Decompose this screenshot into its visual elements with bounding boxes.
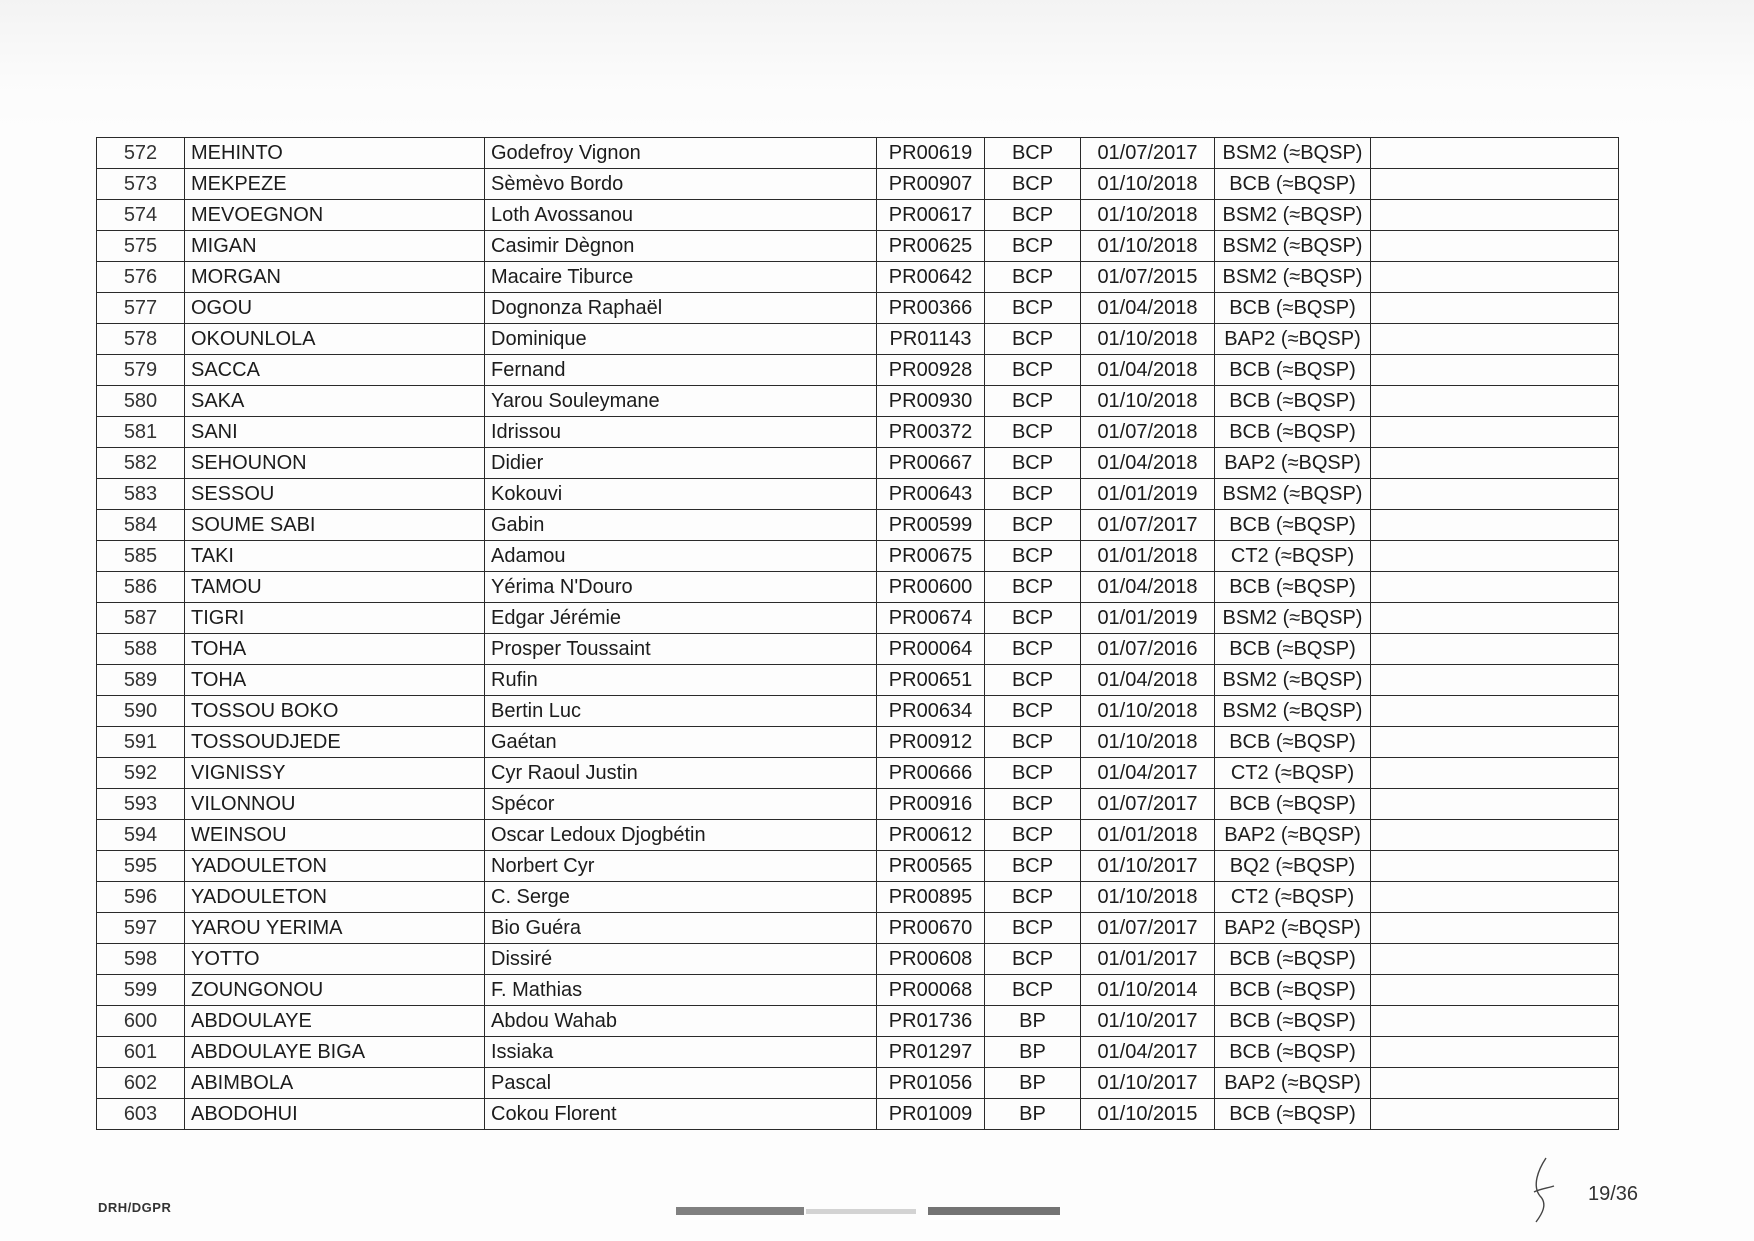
last-name-cell: ZOUNGONOU [185, 975, 485, 1006]
effective-date-cell: 01/10/2018 [1081, 200, 1215, 231]
registration-number-cell: PR00675 [877, 541, 985, 572]
table-row [97, 1099, 1619, 1130]
last-name-cell: MORGAN [185, 262, 485, 293]
first-names-cell: Dominique [485, 324, 877, 355]
grade-cell: BCB (≈BQSP) [1215, 572, 1371, 603]
effective-date-cell: 01/07/2017 [1081, 510, 1215, 541]
blank-cell [1371, 262, 1619, 293]
effective-date-cell: 01/10/2018 [1081, 324, 1215, 355]
category-cell: BCP [985, 572, 1081, 603]
table-row [97, 1006, 1619, 1037]
grade-cell: BCB (≈BQSP) [1215, 1006, 1371, 1037]
table-row [97, 975, 1619, 1006]
category-cell: BCP [985, 386, 1081, 417]
last-name-cell: MEKPEZE [185, 169, 485, 200]
table-row [97, 913, 1619, 944]
first-names-cell: Abdou Wahab [485, 1006, 877, 1037]
row-number-cell: 573 [97, 169, 185, 200]
grade-cell: CT2 (≈BQSP) [1215, 758, 1371, 789]
registration-number-cell: PR01736 [877, 1006, 985, 1037]
effective-date-cell: 01/01/2019 [1081, 479, 1215, 510]
registration-number-cell: PR01056 [877, 1068, 985, 1099]
last-name-cell: SESSOU [185, 479, 485, 510]
table-row [97, 665, 1619, 696]
blank-cell [1371, 882, 1619, 913]
table-row [97, 696, 1619, 727]
blank-cell [1371, 510, 1619, 541]
effective-date-cell: 01/07/2016 [1081, 634, 1215, 665]
registration-number-cell: PR00643 [877, 479, 985, 510]
blank-cell [1371, 541, 1619, 572]
blank-cell [1371, 417, 1619, 448]
first-names-cell: Yérima N'Douro [485, 572, 877, 603]
effective-date-cell: 01/10/2018 [1081, 882, 1215, 913]
category-cell: BCP [985, 138, 1081, 169]
grade-cell: BSM2 (≈BQSP) [1215, 665, 1371, 696]
registration-number-cell: PR00372 [877, 417, 985, 448]
last-name-cell: VIGNISSY [185, 758, 485, 789]
registration-number-cell: PR00366 [877, 293, 985, 324]
blank-cell [1371, 324, 1619, 355]
grade-cell: BCB (≈BQSP) [1215, 510, 1371, 541]
blank-cell [1371, 696, 1619, 727]
first-names-cell: Norbert Cyr [485, 851, 877, 882]
effective-date-cell: 01/01/2017 [1081, 944, 1215, 975]
page-number: 19/36 [1588, 1183, 1639, 1205]
effective-date-cell: 01/04/2018 [1081, 293, 1215, 324]
registration-number-cell: PR00928 [877, 355, 985, 386]
row-number-cell: 599 [97, 975, 185, 1006]
table-row [97, 541, 1619, 572]
first-names-cell: Loth Avossanou [485, 200, 877, 231]
first-names-cell: Rufin [485, 665, 877, 696]
grade-cell: BCB (≈BQSP) [1215, 1099, 1371, 1130]
scan-shading [0, 0, 1754, 130]
registration-number-cell: PR00674 [877, 603, 985, 634]
table-row [97, 572, 1619, 603]
blank-cell [1371, 789, 1619, 820]
category-cell: BCP [985, 603, 1081, 634]
row-number-cell: 581 [97, 417, 185, 448]
grade-cell: BSM2 (≈BQSP) [1215, 262, 1371, 293]
blank-cell [1371, 727, 1619, 758]
first-names-cell: Gabin [485, 510, 877, 541]
registration-number-cell: PR00068 [877, 975, 985, 1006]
row-number-cell: 575 [97, 231, 185, 262]
effective-date-cell: 01/10/2015 [1081, 1099, 1215, 1130]
blank-cell [1371, 1006, 1619, 1037]
first-names-cell: Idrissou [485, 417, 877, 448]
registration-number-cell: PR00608 [877, 944, 985, 975]
registration-number-cell: PR01009 [877, 1099, 985, 1130]
grade-cell: BAP2 (≈BQSP) [1215, 820, 1371, 851]
grade-cell: BCB (≈BQSP) [1215, 634, 1371, 665]
footer-department-code: DRH/DGPR [98, 1200, 172, 1215]
table-row [97, 758, 1619, 789]
grade-cell: CT2 (≈BQSP) [1215, 882, 1371, 913]
last-name-cell: ABIMBOLA [185, 1068, 485, 1099]
table-row [97, 262, 1619, 293]
category-cell: BP [985, 1068, 1081, 1099]
row-number-cell: 587 [97, 603, 185, 634]
row-number-cell: 590 [97, 696, 185, 727]
row-number-cell: 574 [97, 200, 185, 231]
category-cell: BP [985, 1037, 1081, 1068]
registration-number-cell: PR00625 [877, 231, 985, 262]
blank-cell [1371, 1037, 1619, 1068]
table-row [97, 324, 1619, 355]
last-name-cell: ABODOHUI [185, 1099, 485, 1130]
row-number-cell: 596 [97, 882, 185, 913]
last-name-cell: OGOU [185, 293, 485, 324]
grade-cell: BCB (≈BQSP) [1215, 169, 1371, 200]
blank-cell [1371, 479, 1619, 510]
row-number-cell: 589 [97, 665, 185, 696]
row-number-cell: 591 [97, 727, 185, 758]
category-cell: BCP [985, 324, 1081, 355]
effective-date-cell: 01/04/2018 [1081, 665, 1215, 696]
row-number-cell: 595 [97, 851, 185, 882]
table-row [97, 479, 1619, 510]
effective-date-cell: 01/04/2018 [1081, 572, 1215, 603]
grade-cell: BSM2 (≈BQSP) [1215, 696, 1371, 727]
row-number-cell: 583 [97, 479, 185, 510]
row-number-cell: 603 [97, 1099, 185, 1130]
table-row [97, 169, 1619, 200]
effective-date-cell: 01/07/2017 [1081, 789, 1215, 820]
registration-number-cell: PR00912 [877, 727, 985, 758]
grade-cell: BAP2 (≈BQSP) [1215, 1068, 1371, 1099]
effective-date-cell: 01/10/2018 [1081, 696, 1215, 727]
blank-cell [1371, 603, 1619, 634]
effective-date-cell: 01/10/2018 [1081, 231, 1215, 262]
registration-number-cell: PR00907 [877, 169, 985, 200]
registration-number-cell: PR00619 [877, 138, 985, 169]
first-names-cell: Godefroy Vignon [485, 138, 877, 169]
row-number-cell: 584 [97, 510, 185, 541]
registration-number-cell: PR00612 [877, 820, 985, 851]
last-name-cell: SANI [185, 417, 485, 448]
personnel-table [96, 137, 1619, 1130]
last-name-cell: TIGRI [185, 603, 485, 634]
last-name-cell: YADOULETON [185, 882, 485, 913]
registration-number-cell: PR00600 [877, 572, 985, 603]
last-name-cell: YOTTO [185, 944, 485, 975]
signature-mark [1528, 1156, 1558, 1224]
effective-date-cell: 01/10/2017 [1081, 1006, 1215, 1037]
first-names-cell: Sèmèvo Bordo [485, 169, 877, 200]
row-number-cell: 592 [97, 758, 185, 789]
first-names-cell: Spécor [485, 789, 877, 820]
last-name-cell: TOHA [185, 634, 485, 665]
category-cell: BCP [985, 541, 1081, 572]
last-name-cell: ABDOULAYE BIGA [185, 1037, 485, 1068]
redacted-stamp [676, 1207, 1060, 1215]
category-cell: BCP [985, 293, 1081, 324]
registration-number-cell: PR00667 [877, 448, 985, 479]
category-cell: BCP [985, 944, 1081, 975]
category-cell: BCP [985, 231, 1081, 262]
table-body [97, 138, 1619, 1130]
category-cell: BP [985, 1006, 1081, 1037]
table-row [97, 138, 1619, 169]
grade-cell: BCB (≈BQSP) [1215, 1037, 1371, 1068]
last-name-cell: WEINSOU [185, 820, 485, 851]
table-row [97, 386, 1619, 417]
registration-number-cell: PR00599 [877, 510, 985, 541]
table-row [97, 448, 1619, 479]
effective-date-cell: 01/10/2018 [1081, 386, 1215, 417]
blank-cell [1371, 758, 1619, 789]
first-names-cell: Cokou Florent [485, 1099, 877, 1130]
table-row [97, 727, 1619, 758]
first-names-cell: Fernand [485, 355, 877, 386]
registration-number-cell: PR00930 [877, 386, 985, 417]
effective-date-cell: 01/04/2018 [1081, 448, 1215, 479]
category-cell: BCP [985, 355, 1081, 386]
last-name-cell: TOHA [185, 665, 485, 696]
row-number-cell: 601 [97, 1037, 185, 1068]
grade-cell: BCB (≈BQSP) [1215, 727, 1371, 758]
category-cell: BCP [985, 665, 1081, 696]
registration-number-cell: PR00064 [877, 634, 985, 665]
first-names-cell: Gaétan [485, 727, 877, 758]
first-names-cell: Adamou [485, 541, 877, 572]
registration-number-cell: PR01297 [877, 1037, 985, 1068]
blank-cell [1371, 355, 1619, 386]
grade-cell: BSM2 (≈BQSP) [1215, 479, 1371, 510]
row-number-cell: 594 [97, 820, 185, 851]
grade-cell: BSM2 (≈BQSP) [1215, 603, 1371, 634]
blank-cell [1371, 572, 1619, 603]
grade-cell: BCB (≈BQSP) [1215, 944, 1371, 975]
effective-date-cell: 01/01/2019 [1081, 603, 1215, 634]
table-row [97, 417, 1619, 448]
first-names-cell: C. Serge [485, 882, 877, 913]
row-number-cell: 582 [97, 448, 185, 479]
table-row [97, 1068, 1619, 1099]
grade-cell: BCB (≈BQSP) [1215, 355, 1371, 386]
first-names-cell: Issiaka [485, 1037, 877, 1068]
category-cell: BCP [985, 882, 1081, 913]
effective-date-cell: 01/01/2018 [1081, 820, 1215, 851]
table-row [97, 882, 1619, 913]
category-cell: BP [985, 1099, 1081, 1130]
row-number-cell: 600 [97, 1006, 185, 1037]
category-cell: BCP [985, 417, 1081, 448]
table-row [97, 231, 1619, 262]
first-names-cell: Pascal [485, 1068, 877, 1099]
category-cell: BCP [985, 262, 1081, 293]
first-names-cell: Bertin Luc [485, 696, 877, 727]
table-row [97, 293, 1619, 324]
category-cell: BCP [985, 975, 1081, 1006]
last-name-cell: TAMOU [185, 572, 485, 603]
table-row [97, 789, 1619, 820]
last-name-cell: YAROU YERIMA [185, 913, 485, 944]
first-names-cell: Prosper Toussaint [485, 634, 877, 665]
table-row [97, 944, 1619, 975]
category-cell: BCP [985, 200, 1081, 231]
category-cell: BCP [985, 448, 1081, 479]
effective-date-cell: 01/10/2017 [1081, 851, 1215, 882]
row-number-cell: 598 [97, 944, 185, 975]
first-names-cell: F. Mathias [485, 975, 877, 1006]
category-cell: BCP [985, 479, 1081, 510]
first-names-cell: Yarou Souleymane [485, 386, 877, 417]
first-names-cell: Dissiré [485, 944, 877, 975]
table-row [97, 603, 1619, 634]
grade-cell: BCB (≈BQSP) [1215, 789, 1371, 820]
blank-cell [1371, 1099, 1619, 1130]
category-cell: BCP [985, 851, 1081, 882]
category-cell: BCP [985, 913, 1081, 944]
registration-number-cell: PR00670 [877, 913, 985, 944]
first-names-cell: Didier [485, 448, 877, 479]
blank-cell [1371, 231, 1619, 262]
effective-date-cell: 01/04/2017 [1081, 758, 1215, 789]
category-cell: BCP [985, 820, 1081, 851]
first-names-cell: Cyr Raoul Justin [485, 758, 877, 789]
blank-cell [1371, 200, 1619, 231]
registration-number-cell: PR00651 [877, 665, 985, 696]
last-name-cell: OKOUNLOLA [185, 324, 485, 355]
grade-cell: BSM2 (≈BQSP) [1215, 200, 1371, 231]
effective-date-cell: 01/10/2018 [1081, 727, 1215, 758]
row-number-cell: 579 [97, 355, 185, 386]
blank-cell [1371, 634, 1619, 665]
table-row [97, 634, 1619, 665]
category-cell: BCP [985, 789, 1081, 820]
grade-cell: BAP2 (≈BQSP) [1215, 913, 1371, 944]
first-names-cell: Kokouvi [485, 479, 877, 510]
category-cell: BCP [985, 634, 1081, 665]
last-name-cell: TOSSOUDJEDE [185, 727, 485, 758]
blank-cell [1371, 975, 1619, 1006]
category-cell: BCP [985, 696, 1081, 727]
grade-cell: BAP2 (≈BQSP) [1215, 448, 1371, 479]
last-name-cell: SACCA [185, 355, 485, 386]
effective-date-cell: 01/07/2018 [1081, 417, 1215, 448]
blank-cell [1371, 820, 1619, 851]
blank-cell [1371, 293, 1619, 324]
table-row [97, 851, 1619, 882]
row-number-cell: 585 [97, 541, 185, 572]
last-name-cell: SEHOUNON [185, 448, 485, 479]
blank-cell [1371, 386, 1619, 417]
first-names-cell: Oscar Ledoux Djogbétin [485, 820, 877, 851]
category-cell: BCP [985, 727, 1081, 758]
first-names-cell: Edgar Jérémie [485, 603, 877, 634]
row-number-cell: 602 [97, 1068, 185, 1099]
last-name-cell: YADOULETON [185, 851, 485, 882]
effective-date-cell: 01/07/2017 [1081, 913, 1215, 944]
row-number-cell: 586 [97, 572, 185, 603]
table-row [97, 820, 1619, 851]
effective-date-cell: 01/04/2018 [1081, 355, 1215, 386]
effective-date-cell: 01/01/2018 [1081, 541, 1215, 572]
last-name-cell: MEVOEGNON [185, 200, 485, 231]
registration-number-cell: PR00642 [877, 262, 985, 293]
registration-number-cell: PR00565 [877, 851, 985, 882]
registration-number-cell: PR00916 [877, 789, 985, 820]
effective-date-cell: 01/07/2015 [1081, 262, 1215, 293]
effective-date-cell: 01/04/2017 [1081, 1037, 1215, 1068]
last-name-cell: VILONNOU [185, 789, 485, 820]
registration-number-cell: PR00666 [877, 758, 985, 789]
table-row [97, 510, 1619, 541]
blank-cell [1371, 944, 1619, 975]
registration-number-cell: PR00617 [877, 200, 985, 231]
grade-cell: BCB (≈BQSP) [1215, 293, 1371, 324]
effective-date-cell: 01/10/2018 [1081, 169, 1215, 200]
effective-date-cell: 01/10/2014 [1081, 975, 1215, 1006]
table-row [97, 355, 1619, 386]
last-name-cell: TOSSOU BOKO [185, 696, 485, 727]
row-number-cell: 578 [97, 324, 185, 355]
grade-cell: CT2 (≈BQSP) [1215, 541, 1371, 572]
grade-cell: BAP2 (≈BQSP) [1215, 324, 1371, 355]
last-name-cell: MIGAN [185, 231, 485, 262]
row-number-cell: 580 [97, 386, 185, 417]
effective-date-cell: 01/10/2017 [1081, 1068, 1215, 1099]
blank-cell [1371, 169, 1619, 200]
registration-number-cell: PR00895 [877, 882, 985, 913]
grade-cell: BSM2 (≈BQSP) [1215, 231, 1371, 262]
blank-cell [1371, 448, 1619, 479]
grade-cell: BCB (≈BQSP) [1215, 975, 1371, 1006]
effective-date-cell: 01/07/2017 [1081, 138, 1215, 169]
table-row [97, 200, 1619, 231]
row-number-cell: 576 [97, 262, 185, 293]
grade-cell: BSM2 (≈BQSP) [1215, 138, 1371, 169]
grade-cell: BQ2 (≈BQSP) [1215, 851, 1371, 882]
last-name-cell: SAKA [185, 386, 485, 417]
blank-cell [1371, 138, 1619, 169]
grade-cell: BCB (≈BQSP) [1215, 417, 1371, 448]
table-row [97, 1037, 1619, 1068]
last-name-cell: ABDOULAYE [185, 1006, 485, 1037]
blank-cell [1371, 851, 1619, 882]
row-number-cell: 593 [97, 789, 185, 820]
category-cell: BCP [985, 758, 1081, 789]
blank-cell [1371, 1068, 1619, 1099]
row-number-cell: 572 [97, 138, 185, 169]
first-names-cell: Dognonza Raphaël [485, 293, 877, 324]
category-cell: BCP [985, 169, 1081, 200]
registration-number-cell: PR00634 [877, 696, 985, 727]
grade-cell: BCB (≈BQSP) [1215, 386, 1371, 417]
category-cell: BCP [985, 510, 1081, 541]
row-number-cell: 577 [97, 293, 185, 324]
registration-number-cell: PR01143 [877, 324, 985, 355]
first-names-cell: Casimir Dègnon [485, 231, 877, 262]
blank-cell [1371, 913, 1619, 944]
last-name-cell: MEHINTO [185, 138, 485, 169]
last-name-cell: TAKI [185, 541, 485, 572]
row-number-cell: 588 [97, 634, 185, 665]
row-number-cell: 597 [97, 913, 185, 944]
first-names-cell: Macaire Tiburce [485, 262, 877, 293]
first-names-cell: Bio Guéra [485, 913, 877, 944]
blank-cell [1371, 665, 1619, 696]
last-name-cell: SOUME SABI [185, 510, 485, 541]
